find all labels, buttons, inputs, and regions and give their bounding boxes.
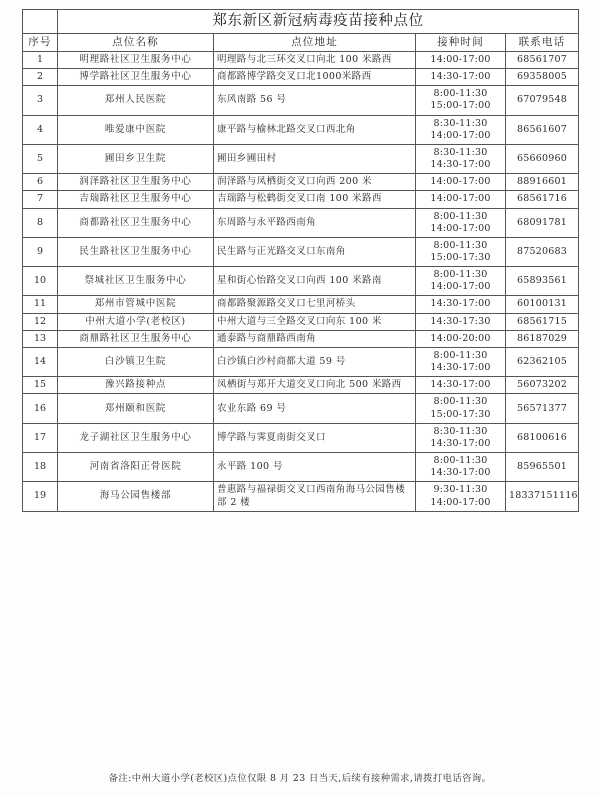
cell-vaccination-time	[416, 208, 506, 237]
time-line: 14:30-17:30	[430, 315, 491, 327]
cell-site-name: 祭城社区卫生服务中心	[58, 267, 214, 296]
time-line: 14:00-17:00	[430, 222, 491, 234]
column-header-phone: 联系电话	[506, 33, 579, 51]
time-line: 8:30-11:30	[433, 146, 488, 158]
table-row	[23, 330, 579, 347]
cell-site-address: 圃田乡圃田村	[214, 144, 416, 173]
cell-site-name: 吉瑞路社区卫生服务中心	[58, 191, 214, 208]
cell-site-name: 郑州人民医院	[58, 86, 214, 115]
cell-vaccination-time	[416, 115, 506, 144]
cell-contact-phone: 68561715	[506, 313, 579, 330]
cell-contact-phone: 68100616	[506, 423, 579, 452]
cell-site-name: 龙子湖社区卫生服务中心	[58, 423, 214, 452]
cell-contact-phone: 67079548	[506, 86, 579, 115]
cell-site-address: 通泰路与商鼎路西南角	[214, 330, 416, 347]
cell-site-address: 商都路博学路交叉口北1000米路西	[214, 69, 416, 86]
cell-contact-phone: 86561607	[506, 115, 579, 144]
table-row	[23, 296, 579, 313]
cell-contact-phone: 88916601	[506, 174, 579, 191]
time-line: 8:00-11:30	[433, 210, 488, 222]
cell-site-address: 商都路聚源路交叉口七里河桥头	[214, 296, 416, 313]
cell-index: 18	[23, 453, 58, 482]
cell-site-address: 明理路与北三环交叉口向北 100 米路西	[214, 51, 416, 68]
cell-contact-phone: 60100131	[506, 296, 579, 313]
cell-site-address: 普惠路与福禄街交叉口西南角海马公园售楼部 2 楼	[214, 482, 416, 511]
cell-index: 2	[23, 69, 58, 86]
cell-contact-phone: 68091781	[506, 208, 579, 237]
cell-site-name: 民生路社区卫生服务中心	[58, 237, 214, 266]
cell-contact-phone: 56073202	[506, 377, 579, 394]
table-row	[23, 69, 579, 86]
vaccination-sites-table	[22, 9, 579, 512]
cell-site-address: 吉瑞路与松鹤街交叉口南 100 米路西	[214, 191, 416, 208]
table-body	[23, 10, 579, 512]
cell-site-name: 海马公园售楼部	[58, 482, 214, 511]
cell-site-name: 中州大道小学(老校区)	[58, 313, 214, 330]
time-line: 14:30-17:00	[430, 71, 491, 83]
table-row	[23, 115, 579, 144]
title-row-blank-cell	[23, 10, 58, 34]
time-line: 14:00-17:00	[430, 53, 491, 65]
cell-site-name: 白沙镇卫生院	[58, 347, 214, 376]
time-line: 14:00-17:00	[430, 193, 491, 205]
time-line: 14:30-17:00	[430, 362, 491, 374]
column-header-address: 点位地址	[214, 33, 416, 51]
cell-site-name: 商鼎路社区卫生服务中心	[58, 330, 214, 347]
cell-site-name: 豫兴路接种点	[58, 377, 214, 394]
time-line: 8:30-11:30	[433, 117, 488, 129]
table-row	[23, 237, 579, 266]
time-line: 8:00-11:30	[433, 88, 488, 100]
cell-index: 14	[23, 347, 58, 376]
cell-vaccination-time	[416, 191, 506, 208]
column-header-index: 序号	[23, 33, 58, 51]
column-header-name: 点位名称	[58, 33, 214, 51]
cell-contact-phone: 85965501	[506, 453, 579, 482]
time-line: 8:00-11:30	[433, 269, 488, 281]
cell-vaccination-time	[416, 51, 506, 68]
cell-contact-phone: 56571377	[506, 394, 579, 423]
cell-index: 4	[23, 115, 58, 144]
time-line: 14:00-17:00	[430, 496, 491, 508]
cell-index: 7	[23, 191, 58, 208]
time-line: 15:00-17:00	[430, 100, 491, 112]
time-line: 14:00-20:00	[430, 332, 491, 344]
time-line: 8:00-11:30	[433, 396, 488, 408]
cell-vaccination-time	[416, 86, 506, 115]
table-sheet	[22, 9, 578, 512]
table-row	[23, 144, 579, 173]
cell-site-address: 民生路与正光路交叉口东南角	[214, 237, 416, 266]
cell-site-address: 白沙镇白沙村商都大道 59 号	[214, 347, 416, 376]
cell-index: 1	[23, 51, 58, 68]
cell-vaccination-time	[416, 144, 506, 173]
table-row	[23, 208, 579, 237]
time-line: 14:30-17:00	[430, 298, 491, 310]
time-line: 14:30-17:00	[430, 159, 491, 171]
table-row	[23, 313, 579, 330]
time-line: 14:30-17:00	[430, 467, 491, 479]
cell-site-address: 东周路与永平路西南角	[214, 208, 416, 237]
cell-site-address: 康平路与榆林北路交叉口西北角	[214, 115, 416, 144]
cell-index: 17	[23, 423, 58, 452]
page-title: 郑东新区新冠病毒疫苗接种点位	[58, 10, 579, 34]
cell-vaccination-time	[416, 453, 506, 482]
time-line: 14:00-17:00	[430, 281, 491, 293]
cell-contact-phone: 18337151116	[506, 482, 579, 511]
title-row	[23, 10, 579, 34]
cell-vaccination-time	[416, 347, 506, 376]
cell-contact-phone: 65893561	[506, 267, 579, 296]
footnote: 备注:中州大道小学(老校区)点位仅限 8 月 23 日当天,后续有接种需求,请拨打电话咨询。	[108, 773, 492, 784]
table-header-row	[23, 33, 579, 51]
cell-vaccination-time	[416, 174, 506, 191]
time-line: 9:30-11:30	[433, 484, 488, 496]
table-row	[23, 86, 579, 115]
cell-site-name: 明理路社区卫生服务中心	[58, 51, 214, 68]
cell-vaccination-time	[416, 394, 506, 423]
cell-contact-phone: 86187029	[506, 330, 579, 347]
cell-index: 11	[23, 296, 58, 313]
table-row	[23, 423, 579, 452]
cell-vaccination-time	[416, 69, 506, 86]
cell-index: 8	[23, 208, 58, 237]
cell-index: 16	[23, 394, 58, 423]
column-header-time: 接种时间	[416, 33, 506, 51]
cell-vaccination-time	[416, 377, 506, 394]
time-line: 14:30-17:00	[430, 437, 491, 449]
time-line: 8:30-11:30	[433, 425, 488, 437]
cell-site-address: 永平路 100 号	[214, 453, 416, 482]
cell-index: 19	[23, 482, 58, 511]
cell-index: 5	[23, 144, 58, 173]
cell-site-address: 润泽路与凤栖街交叉口向西 200 米	[214, 174, 416, 191]
cell-index: 12	[23, 313, 58, 330]
table-row	[23, 347, 579, 376]
cell-site-name: 唯爱康中医院	[58, 115, 214, 144]
cell-index: 13	[23, 330, 58, 347]
cell-site-name: 河南省洛阳正骨医院	[58, 453, 214, 482]
cell-vaccination-time	[416, 237, 506, 266]
time-line: 8:00-11:30	[433, 349, 488, 361]
cell-vaccination-time	[416, 296, 506, 313]
cell-site-address: 星和街心怡路交叉口向西 100 米路南	[214, 267, 416, 296]
cell-vaccination-time	[416, 313, 506, 330]
cell-site-name: 商都路社区卫生服务中心	[58, 208, 214, 237]
time-line: 14:00-17:00	[430, 129, 491, 141]
cell-vaccination-time	[416, 423, 506, 452]
time-line: 14:30-17:00	[430, 379, 491, 391]
cell-index: 9	[23, 237, 58, 266]
cell-site-address: 中州大道与三全路交叉口向东 100 米	[214, 313, 416, 330]
time-line: 15:00-17:30	[430, 408, 491, 420]
time-line: 8:00-11:30	[433, 239, 488, 251]
cell-contact-phone: 62362105	[506, 347, 579, 376]
cell-site-name: 博学路社区卫生服务中心	[58, 69, 214, 86]
cell-site-address: 农业东路 69 号	[214, 394, 416, 423]
cell-site-address: 博学路与霁夏南街交叉口	[214, 423, 416, 452]
time-line: 14:00-17:00	[430, 176, 491, 188]
table-row	[23, 453, 579, 482]
time-line: 8:00-11:30	[433, 455, 488, 467]
cell-contact-phone: 65660960	[506, 144, 579, 173]
table-row	[23, 51, 579, 68]
table-row	[23, 377, 579, 394]
cell-vaccination-time	[416, 482, 506, 511]
cell-index: 10	[23, 267, 58, 296]
cell-contact-phone: 68561716	[506, 191, 579, 208]
cell-index: 6	[23, 174, 58, 191]
table-row	[23, 174, 579, 191]
table-row	[23, 482, 579, 511]
cell-site-name: 郑州市管城中医院	[58, 296, 214, 313]
cell-contact-phone: 69358005	[506, 69, 579, 86]
cell-site-address: 凤栖街与郑开大道交叉口向北 500 米路西	[214, 377, 416, 394]
cell-index: 3	[23, 86, 58, 115]
cell-site-name: 圃田乡卫生院	[58, 144, 214, 173]
cell-index: 15	[23, 377, 58, 394]
table-row	[23, 191, 579, 208]
cell-contact-phone: 68561707	[506, 51, 579, 68]
cell-site-address: 东风南路 56 号	[214, 86, 416, 115]
cell-site-name: 润泽路社区卫生服务中心	[58, 174, 214, 191]
cell-site-name: 郑州颐和医院	[58, 394, 214, 423]
cell-vaccination-time	[416, 267, 506, 296]
time-line: 15:00-17:30	[430, 252, 491, 264]
cell-vaccination-time	[416, 330, 506, 347]
cell-contact-phone: 87520683	[506, 237, 579, 266]
table-row	[23, 267, 579, 296]
table-row	[23, 394, 579, 423]
